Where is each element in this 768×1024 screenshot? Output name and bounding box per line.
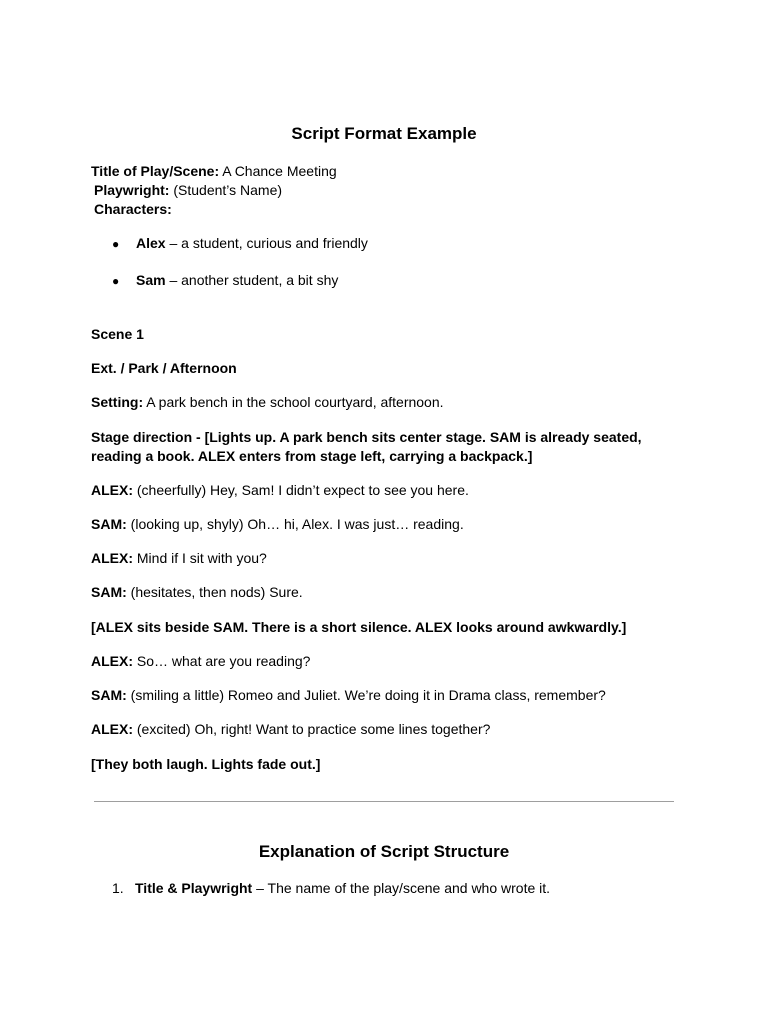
speaker-name: ALEX: <box>91 482 133 498</box>
dialogue-line <box>91 652 310 671</box>
character-item-sam <box>112 271 338 291</box>
explanation-desc: – The name of the play/scene and who wrote it. <box>252 880 551 896</box>
explanation-term: Title & Playwright <box>135 880 253 896</box>
section-title: Explanation of Script Structure <box>258 842 510 861</box>
explanation-item <box>112 879 550 898</box>
title-of-play-label: Title of Play/Scene: <box>91 163 220 179</box>
playwright-line <box>94 181 282 200</box>
list-number: 1. <box>112 880 124 896</box>
bullet-icon: ● <box>112 274 120 288</box>
dialogue-text: (hesitates, then nods) Sure. <box>126 584 303 600</box>
dialogue-text: (smiling a little) Romeo and Juliet. We’re doing it in Drama class, remember? <box>126 687 606 703</box>
bullet-icon: ● <box>112 237 120 251</box>
dialogue-text: (cheerfully) Hey, Sam! I didn’t expect to see you here. <box>133 482 469 498</box>
stage-direction-line: reading a book. ALEX enters from stage left, carrying a backpack.] <box>91 448 533 464</box>
playwright-label: Playwright: <box>94 182 170 198</box>
character-name: Alex <box>136 235 166 251</box>
stage-direction-line: Stage direction - [Lights up. A park bench sits center stage. SAM is already seated, <box>91 429 642 445</box>
stage-direction <box>91 428 691 466</box>
character-item-alex <box>112 234 368 254</box>
dialogue-text: Mind if I sit with you? <box>133 550 267 566</box>
dialogue-line <box>91 686 606 705</box>
dialogue-text: (looking up, shyly) Oh… hi, Alex. I was just… reading. <box>126 516 464 532</box>
title-of-play-line <box>91 162 337 181</box>
speaker-name: ALEX: <box>91 721 133 737</box>
setting-line <box>91 393 444 412</box>
character-name: Sam <box>136 272 166 288</box>
stage-direction-inline: [They both laugh. Lights fade out.] <box>91 756 321 772</box>
scene-location: Ext. / Park / Afternoon <box>91 360 237 376</box>
dialogue-line <box>91 515 464 534</box>
dialogue-text: So… what are you reading? <box>133 653 311 669</box>
speaker-name: SAM: <box>91 516 127 532</box>
document-title: Script Format Example <box>291 124 477 143</box>
dialogue-line <box>91 549 267 568</box>
speaker-name: SAM: <box>91 584 127 600</box>
dialogue-line <box>91 583 303 602</box>
setting-label: Setting: <box>91 394 144 410</box>
dialogue-text: (excited) Oh, right! Want to practice some lines together? <box>133 721 491 737</box>
playwright-value: (Student’s Name) <box>169 182 283 198</box>
dialogue-line <box>91 720 490 739</box>
speaker-name: SAM: <box>91 687 127 703</box>
speaker-name: ALEX: <box>91 653 133 669</box>
character-desc: – another student, a bit shy <box>165 272 339 288</box>
characters-heading <box>94 200 172 219</box>
title-of-play-value: A Chance Meeting <box>219 163 337 179</box>
setting-value: A park bench in the school courtyard, afternoon. <box>143 394 444 410</box>
characters-label: Characters: <box>94 201 172 217</box>
dialogue-line <box>91 481 469 500</box>
speaker-name: ALEX: <box>91 550 133 566</box>
stage-direction-inline: [ALEX sits beside SAM. There is a short silence. ALEX looks around awkwardly.] <box>91 619 627 635</box>
scene-heading: Scene 1 <box>91 326 144 342</box>
character-desc: – a student, curious and friendly <box>165 235 368 251</box>
horizontal-divider <box>94 801 674 802</box>
